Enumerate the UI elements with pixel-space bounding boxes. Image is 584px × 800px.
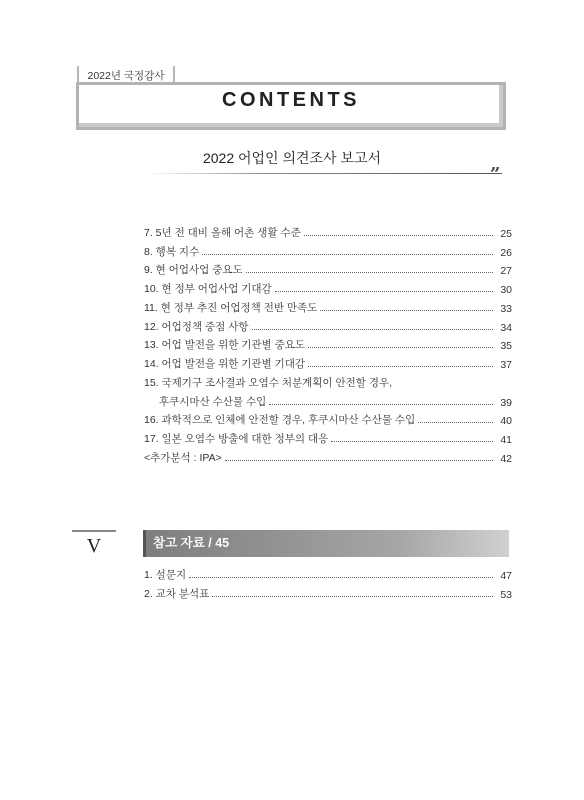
- toc-item-label: 15. 국제기구 조사결과 오염수 처분계획이 안전할 경우,: [144, 376, 393, 389]
- contents-title-box: [76, 82, 506, 130]
- toc-item-label: 10. 현 정부 어업사업 기대감: [144, 283, 272, 295]
- dot-leader: [320, 310, 493, 311]
- toc-item-page: 35: [500, 340, 512, 353]
- dot-leader: [308, 347, 493, 348]
- toc-item[interactable]: [144, 240, 512, 259]
- toc-item-label: 1. 설문지: [144, 568, 187, 581]
- toc-item-page: 27: [500, 265, 512, 278]
- toc-item[interactable]: [144, 221, 512, 240]
- toc-item[interactable]: [144, 371, 512, 390]
- toc-item-label: 16. 과학적으로 인체에 안전할 경우, 후쿠시마산 수산물 수입: [144, 414, 416, 427]
- toc-item-label: <추가분석 : IPA>: [144, 451, 222, 464]
- quote-mark-icon: ”: [490, 164, 501, 185]
- toc-item-label: 17. 일본 오염수 방출에 대한 정부의 대응: [144, 433, 329, 445]
- toc-item[interactable]: [144, 296, 512, 315]
- dot-leader: [418, 422, 493, 423]
- dot-leader: [308, 366, 493, 367]
- toc-item-page: 40: [500, 415, 512, 428]
- dot-leader: [246, 272, 493, 273]
- toc-item-page: 47: [500, 569, 512, 582]
- dot-leader: [252, 329, 494, 330]
- section-toc-list: [144, 563, 512, 601]
- dot-leader: [275, 291, 493, 292]
- toc-item[interactable]: [144, 352, 512, 371]
- toc-item-label: 14. 어업 발전을 위한 기관별 기대감: [144, 358, 306, 370]
- toc-item[interactable]: [144, 582, 512, 601]
- toc-item-page: 34: [500, 321, 512, 334]
- section-header-bar[interactable]: 참고 자료 / 45: [143, 530, 509, 557]
- dot-leader: [225, 460, 493, 461]
- dot-leader: [331, 441, 493, 442]
- toc-item-page: 41: [500, 434, 512, 446]
- toc-item-page: 25: [500, 227, 512, 240]
- toc-item-page: 33: [500, 302, 512, 315]
- toc-item-label: 2. 교차 분석표: [144, 587, 210, 600]
- report-year-tab: 2022년 국정감사: [77, 66, 175, 86]
- toc-item-label: 8. 행복 지수: [144, 245, 200, 258]
- toc-item-page: 30: [500, 284, 512, 296]
- report-subtitle: 2022 어업인 의견조사 보고서: [202, 150, 382, 166]
- dot-leader: [212, 596, 493, 597]
- toc-item[interactable]: [144, 409, 512, 428]
- toc-item-label: 13. 어업 발전을 위한 기관별 중요도: [144, 339, 306, 352]
- dot-leader: [269, 404, 493, 405]
- toc-item-page: 53: [500, 588, 512, 601]
- dot-leader: [304, 235, 493, 236]
- toc-item-page: 39: [500, 396, 512, 409]
- toc-item[interactable]: [144, 315, 512, 334]
- toc-item-label: 후쿠시마산 수산물 수입: [159, 395, 267, 408]
- toc-item-page: 26: [500, 246, 512, 259]
- toc-list: [144, 221, 512, 465]
- toc-item[interactable]: [144, 427, 512, 446]
- toc-item-label: 9. 현 어업사업 중요도: [144, 264, 243, 277]
- toc-item[interactable]: [144, 446, 512, 465]
- toc-item[interactable]: [144, 259, 512, 278]
- toc-item[interactable]: [144, 334, 512, 353]
- toc-item-continuation[interactable]: [144, 390, 512, 409]
- toc-item-page: 37: [500, 359, 512, 371]
- toc-item-page: 42: [500, 452, 512, 465]
- subtitle-divider: [146, 173, 502, 174]
- toc-item-label: 12. 어업정책 중점 사항: [144, 320, 249, 333]
- dot-leader: [189, 577, 493, 578]
- page-title: CONTENTS: [222, 89, 360, 111]
- dot-leader: [202, 254, 493, 255]
- toc-item-label: 7. 5년 전 대비 올해 어촌 생활 수준: [144, 226, 301, 239]
- toc-item-label: 11. 현 정부 추진 어업정책 전반 만족도: [144, 301, 318, 314]
- toc-item[interactable]: [144, 563, 512, 582]
- toc-item[interactable]: [144, 277, 512, 296]
- section-bar-accent: [143, 530, 146, 557]
- section-numeral: V: [72, 530, 116, 558]
